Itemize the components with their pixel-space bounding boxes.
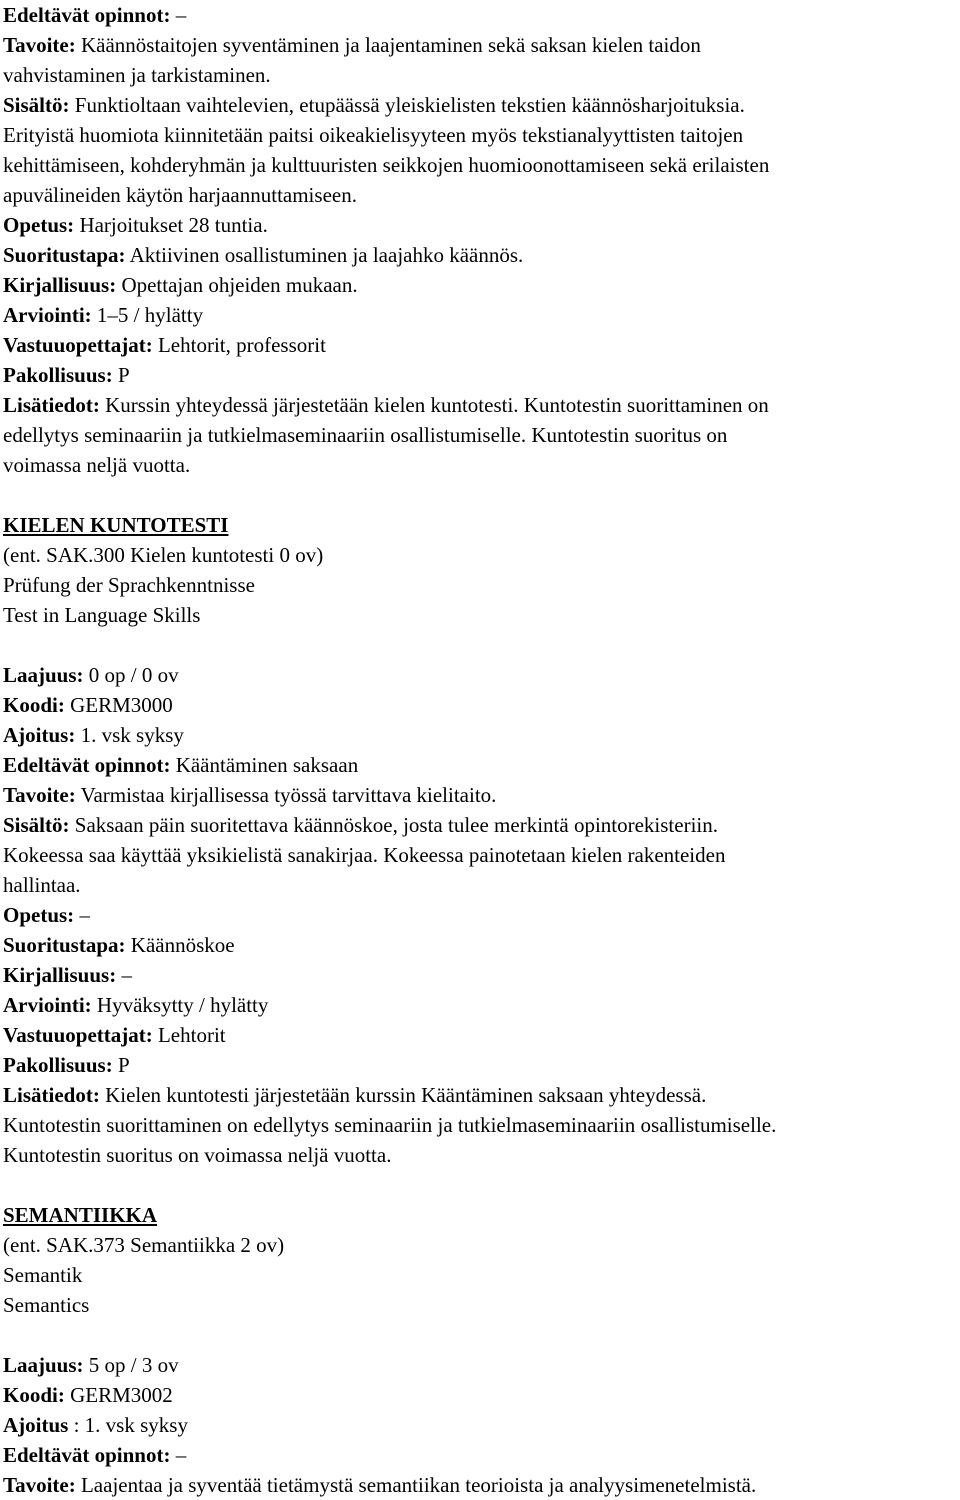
teachers-line	[3, 330, 958, 360]
code-line	[3, 1380, 958, 1410]
english-name-line	[3, 1290, 958, 1320]
field-label: Kirjallisuus:	[3, 273, 117, 297]
text-line	[3, 120, 958, 150]
field-value: Aktiivinen osallistuminen ja laajahko käännös.	[125, 243, 524, 267]
field-label: Lisätiedot:	[3, 1083, 100, 1107]
text-line	[3, 60, 958, 90]
field-label: Arviointi:	[3, 303, 92, 327]
field-value: GERM3002	[64, 1383, 173, 1407]
field-value: hallintaa.	[3, 873, 81, 897]
field-label: Edeltävät opinnot:	[3, 753, 171, 777]
field-label: Ajoitus:	[3, 723, 76, 747]
field-label: Pakollisuus:	[3, 363, 113, 387]
section-heading	[3, 510, 958, 540]
text-line	[3, 870, 958, 900]
spacer	[3, 1170, 958, 1200]
field-label: Suoritustapa:	[3, 933, 126, 957]
field-label: Ajoitus	[3, 1413, 69, 1437]
field-value: Harjoitukset 28 tuntia.	[74, 213, 268, 237]
field-value: Kurssin yhteydessä järjestetään kielen kuntotesti. Kuntotestin suorittaminen on	[99, 393, 769, 417]
scope-line	[3, 1350, 958, 1380]
english-name-line	[3, 600, 958, 630]
field-value: GERM3000	[64, 693, 173, 717]
field-label: Lisätiedot:	[3, 393, 100, 417]
field-value: Opettajan ohjeiden mukaan.	[116, 273, 358, 297]
text-line	[3, 1110, 958, 1140]
prereq-line	[3, 1440, 958, 1470]
teachers-line	[3, 1020, 958, 1050]
field-value: 0 op / 0 ov	[83, 663, 179, 687]
field-label: Laajuus:	[3, 663, 84, 687]
field-label: Vastuuopettajat:	[3, 1023, 153, 1047]
field-value: –	[170, 1443, 187, 1467]
field-value: Kuntotestin suoritus on voimassa neljä vuotta.	[3, 1143, 392, 1167]
timing-line	[3, 1410, 958, 1440]
field-value: –	[74, 903, 90, 927]
field-value: Käännöstaitojen syventäminen ja laajentaminen sekä saksan kielen taidon	[75, 33, 701, 57]
teaching-line	[3, 210, 958, 240]
field-label: Sisältö:	[3, 813, 70, 837]
field-value: apuvälineiden käytön harjaannuttamiseen.	[3, 183, 357, 207]
field-value: : 1. vsk syksy	[68, 1413, 188, 1437]
field-value: Prüfung der Sprachkenntnisse	[3, 573, 255, 597]
prereq-line	[3, 0, 958, 30]
timing-line	[3, 720, 958, 750]
field-label: Koodi:	[3, 693, 65, 717]
prereq-line	[3, 750, 958, 780]
field-label: Arviointi:	[3, 993, 92, 1017]
text-line	[3, 180, 958, 210]
content-line	[3, 90, 958, 120]
text-line	[3, 840, 958, 870]
field-value: edellytys seminaariin ja tutkielmaseminaariin osallistumiselle. Kuntotestin suoritus on	[3, 423, 728, 447]
field-label: Tavoite:	[3, 1473, 76, 1497]
field-value: –	[116, 963, 132, 987]
field-value: 5 op / 3 ov	[83, 1353, 179, 1377]
text-line	[3, 450, 958, 480]
field-value: Saksaan päin suoritettava käännöskoe, josta tulee merkintä opintorekisteriin.	[69, 813, 719, 837]
field-label: Opetus:	[3, 213, 75, 237]
field-value: (ent. SAK.300 Kielen kuntotesti 0 ov)	[3, 543, 324, 567]
field-label: Sisältö:	[3, 93, 70, 117]
field-label: Tavoite:	[3, 783, 76, 807]
field-value: Varmistaa kirjallisessa työssä tarvittava kielitaito.	[75, 783, 497, 807]
german-name-line	[3, 1260, 958, 1290]
field-value: voimassa neljä vuotta.	[3, 453, 191, 477]
field-value: Semantics	[3, 1293, 90, 1317]
field-label: Laajuus:	[3, 1353, 84, 1377]
code-line	[3, 690, 958, 720]
field-label: Opetus:	[3, 903, 75, 927]
spacer	[3, 480, 958, 510]
literature-line	[3, 270, 958, 300]
course-title: KIELEN KUNTOTESTI	[3, 513, 229, 537]
completion-line	[3, 930, 958, 960]
document-page	[3, 0, 958, 1500]
spacer	[3, 1320, 958, 1350]
content-line	[3, 810, 958, 840]
field-value: Test in Language Skills	[3, 603, 201, 627]
field-value: Kuntotestin suorittaminen on edellytys seminaariin ja tutkielmaseminaariin osallistumiselle.	[3, 1113, 777, 1137]
assessment-line	[3, 300, 958, 330]
field-value: Hyväksytty / hylätty	[91, 993, 269, 1017]
field-value: –	[170, 3, 187, 27]
field-value: Lehtorit	[152, 1023, 226, 1047]
field-value: Kielen kuntotesti järjestetään kurssin Kääntäminen saksaan yhteydessä.	[99, 1083, 707, 1107]
section-heading	[3, 1200, 958, 1230]
german-name-line	[3, 570, 958, 600]
text-line	[3, 1140, 958, 1170]
field-value: Kokeessa saa käyttää yksikielistä sanakirjaa. Kokeessa painotetaan kielen rakenteiden	[3, 843, 726, 867]
field-label: Pakollisuus:	[3, 1053, 113, 1077]
field-label: Suoritustapa:	[3, 243, 126, 267]
field-value: (ent. SAK.373 Semantiikka 2 ov)	[3, 1233, 285, 1257]
teaching-line	[3, 900, 958, 930]
goal-line	[3, 30, 958, 60]
compulsory-line	[3, 360, 958, 390]
field-label: Vastuuopettajat:	[3, 333, 153, 357]
field-value: kehittämiseen, kohderyhmän ja kulttuuristen seikkojen huomioonottamiseen sekä erilaisten	[3, 153, 770, 177]
spacer	[3, 630, 958, 660]
field-value: P	[112, 1053, 130, 1077]
field-label: Edeltävät opinnot:	[3, 3, 171, 27]
field-label: Koodi:	[3, 1383, 65, 1407]
literature-line	[3, 960, 958, 990]
completion-line	[3, 240, 958, 270]
field-value: 1. vsk syksy	[75, 723, 184, 747]
field-value: Erityistä huomiota kiinnitetään paitsi oikeakielisyyteen myös tekstianalyyttisten taitojen	[3, 123, 744, 147]
info-line	[3, 390, 958, 420]
assessment-line	[3, 990, 958, 1020]
text-line	[3, 420, 958, 450]
compulsory-line	[3, 1050, 958, 1080]
field-value: 1–5 / hylätty	[91, 303, 204, 327]
field-label: Kirjallisuus:	[3, 963, 117, 987]
former-code-line	[3, 1230, 958, 1260]
info-line	[3, 1080, 958, 1110]
course-title: SEMANTIIKKA	[3, 1203, 158, 1227]
text-line	[3, 150, 958, 180]
field-label: Tavoite:	[3, 33, 76, 57]
field-value: Funktioltaan vaihtelevien, etupäässä yleiskielisten tekstien käännösharjoituksia.	[69, 93, 745, 117]
field-value: P	[112, 363, 130, 387]
field-value: Lehtorit, professorit	[152, 333, 326, 357]
field-value: Kääntäminen saksaan	[170, 753, 359, 777]
former-code-line	[3, 540, 958, 570]
field-value: Käännöskoe	[125, 933, 235, 957]
field-label: Edeltävät opinnot:	[3, 1443, 171, 1467]
scope-line	[3, 660, 958, 690]
field-value: vahvistaminen ja tarkistaminen.	[3, 63, 271, 87]
field-value: Semantik	[3, 1263, 83, 1287]
goal-line	[3, 780, 958, 810]
field-value: Laajentaa ja syventää tietämystä semantiikan teorioista ja analyysimenetelmistä.	[75, 1473, 757, 1497]
